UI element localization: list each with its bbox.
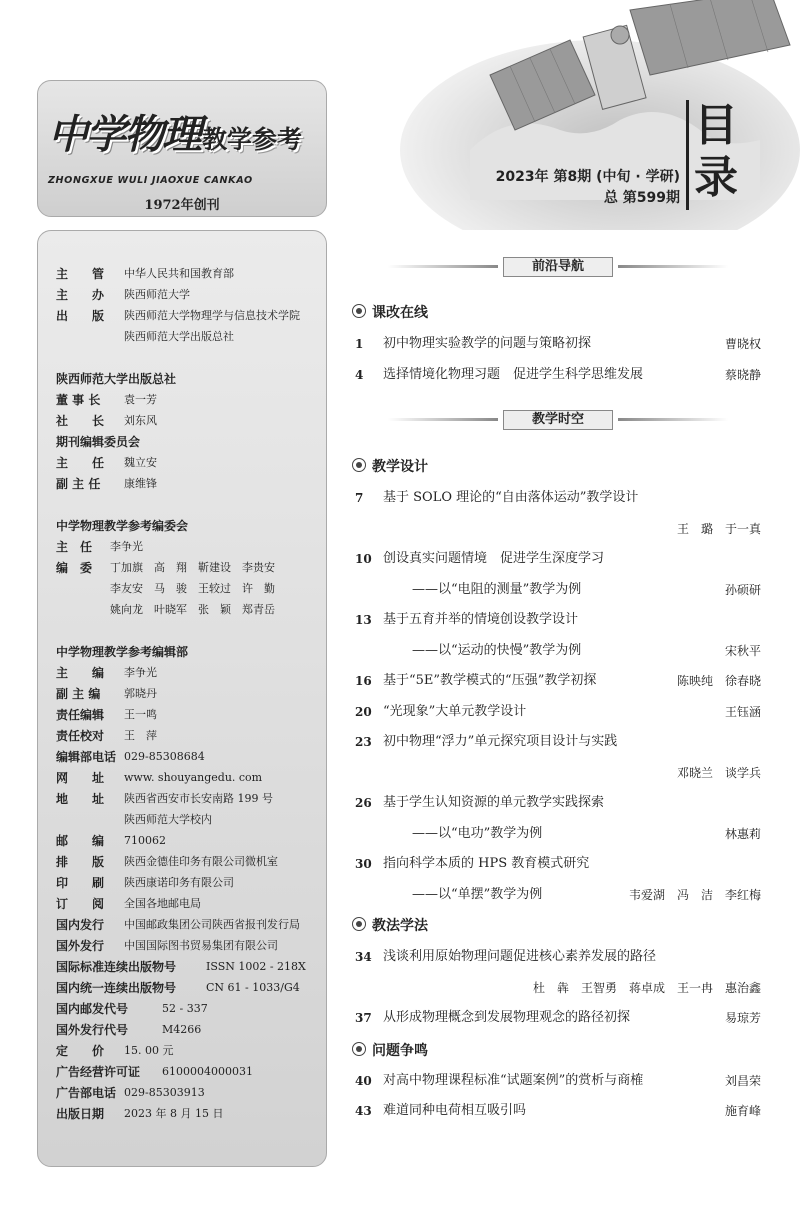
masthead-logo [37, 80, 327, 217]
toc-author: 邓晓兰 谈学兵 [676, 766, 761, 780]
bullet-icon [352, 304, 366, 318]
info-value: 李友安 马 骏 王较过 许 勤 [110, 582, 275, 595]
issue-info [470, 167, 680, 209]
logo-title: 中学物理 [48, 111, 200, 158]
toc-subtitle: ——以“运动的快慢”教学为例 宋秋平 [412, 643, 761, 658]
subsection-header: 教法学法 [352, 915, 428, 937]
info-value: 姚向龙 叶晓军 张 颖 郑青岳 [110, 603, 275, 616]
toc-subtitle: ——以“电功”教学为例 林惠莉 [412, 826, 761, 841]
toc-entry[interactable]: 10 创设真实问题情境 促进学生深度学习 [355, 551, 605, 566]
section-header: 前沿导航 [388, 257, 728, 277]
bullet-icon [352, 458, 366, 472]
issue-total: 总 第599期 [603, 190, 680, 206]
section-header: 教学时空 [388, 410, 728, 430]
info-heading: 中学物理教学参考编辑部 [56, 645, 189, 659]
contents-divider [686, 100, 689, 210]
toc-entry[interactable]: 13 基于五育并举的情境创设教学设计 [355, 612, 579, 627]
info-heading: 中学物理教学参考编委会 [56, 519, 189, 533]
bullet-icon [352, 917, 366, 931]
toc-entry[interactable]: 34 浅谈利用原始物理问题促进核心素养发展的路径 [355, 949, 657, 964]
toc-entry[interactable]: 43 难道同种电荷相互吸引吗 施育峰 [355, 1103, 761, 1118]
toc-entry[interactable]: 37 从形成物理概念到发展物理观念的路径初探 易琼芳 [355, 1010, 761, 1025]
info-value: 陕西师范大学出版总社 [124, 330, 234, 343]
info-value: 陕西师范大学校内 [124, 813, 212, 826]
toc-entry[interactable]: 20 “光现象”大单元教学设计 王钰涵 [355, 704, 761, 719]
toc-author: 杜 犇 王智勇 蒋卓成 王一冉 惠治鑫 [532, 981, 761, 995]
toc-entry[interactable]: 40 对高中物理课程标准“试题案例”的赏析与商榷 刘昌荣 [355, 1073, 761, 1088]
subsection-header: 问题争鸣 [352, 1040, 428, 1062]
bullet-icon [352, 1042, 366, 1056]
toc-entry[interactable]: 30 指向科学本质的 HPS 教育模式研究 [355, 856, 590, 871]
subsection-header: 课改在线 [352, 302, 428, 324]
toc-entry[interactable]: 1 初中物理实验教学的问题与策略初探 曹晓权 [355, 336, 761, 351]
toc-entry[interactable]: 16 基于“5E”教学模式的“压强”教学初探 陈映纯 徐春晓 [355, 673, 761, 688]
info-heading: 期刊编辑委员会 [56, 435, 141, 449]
toc-entry[interactable]: 26 基于学生认知资源的单元教学实践探索 [355, 795, 605, 810]
contents-title: 目 录 [694, 100, 738, 203]
info-heading: 陕西师范大学出版总社 [56, 372, 177, 386]
toc-entry[interactable]: 7 基于 SOLO 理论的“自由落体运动”教学设计 [355, 490, 639, 505]
issue-number: 2023年 第8期 (中旬 · 学研) [495, 169, 680, 185]
logo-pinyin: ZHONGXUE WULI JIAOXUE CANKAO [48, 175, 253, 186]
toc-author: 王 璐 于一真 [676, 522, 761, 536]
logo-subtitle: 教学参考 [202, 125, 303, 154]
toc-entry[interactable]: 4 选择情境化物理习题 促进学生科学思维发展 蔡晓静 [355, 367, 761, 382]
subsection-header: 教学设计 [352, 456, 428, 478]
toc-subtitle: ——以“电阻的测量”教学为例 孙硕研 [412, 582, 761, 597]
toc-entry[interactable]: 23 初中物理“浮力”单元探究项目设计与实践 [355, 734, 618, 749]
founded-year: 1972年创刊 [144, 198, 220, 213]
toc-subtitle: ——以“单摆”教学为例 韦爱湖 冯 洁 李红梅 [412, 887, 761, 902]
